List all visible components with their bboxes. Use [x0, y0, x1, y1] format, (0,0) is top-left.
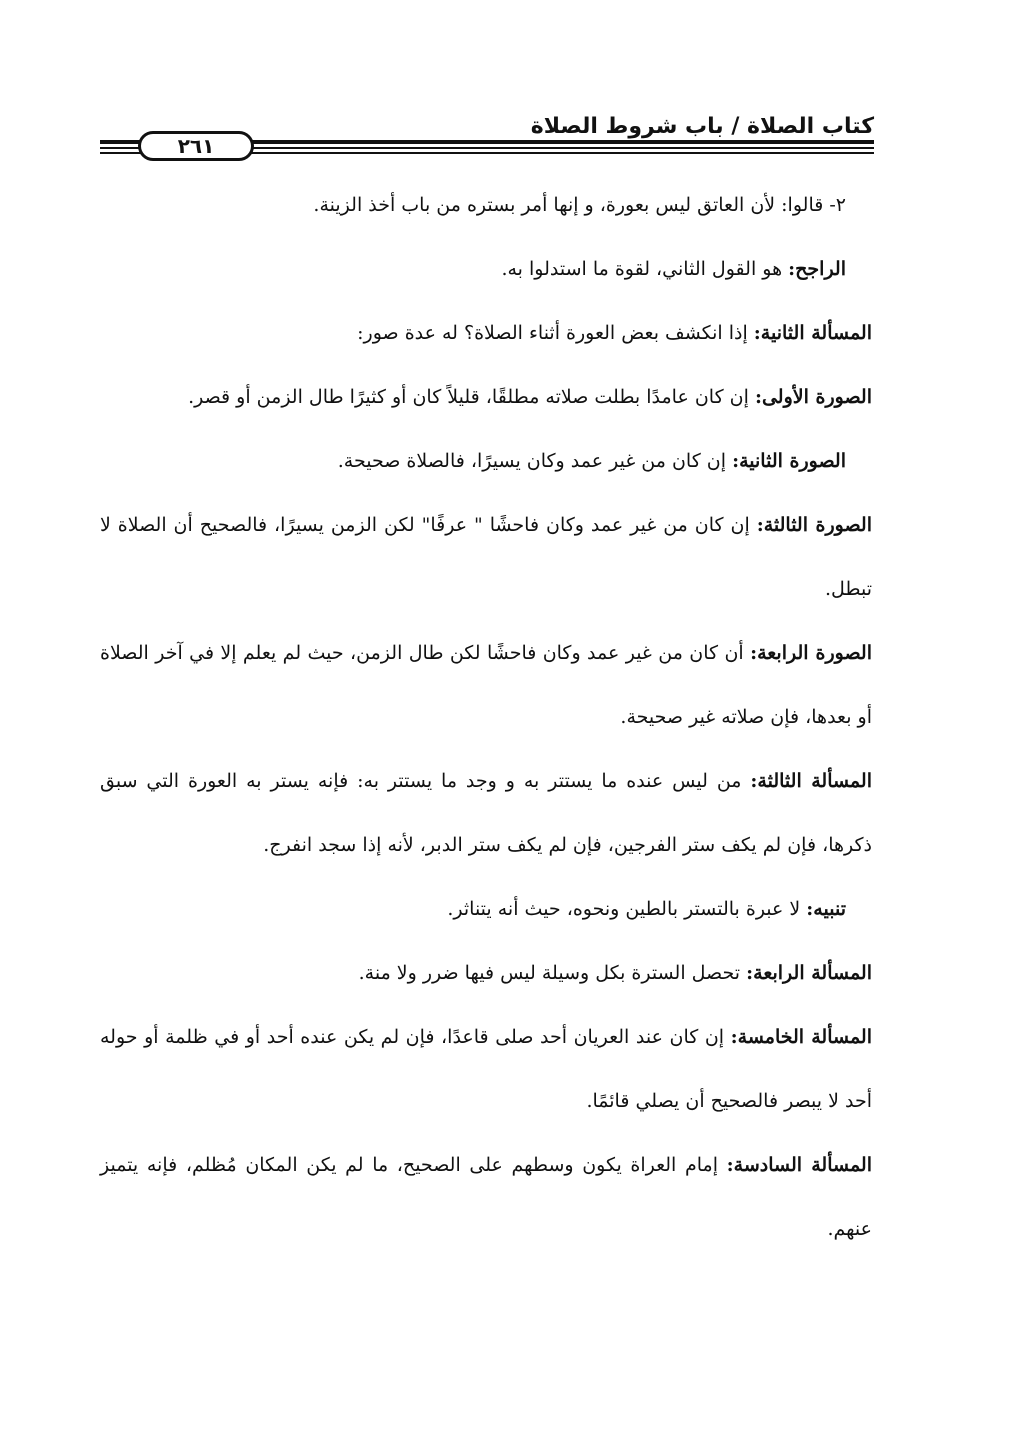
paragraph-text: إذا انكشف بعض العورة أثناء الصلاة؟ له عدة صور:	[357, 322, 754, 344]
paragraph-text: لا عبرة بالتستر بالطين ونحوه، حيث أنه يتناثر.	[447, 898, 807, 920]
paragraph-text: إن كان من غير عمد وكان فاحشًا " عرفًا" لكن الزمن يسيرًا، فالصحيح أن الصلاة لا تبطل.	[100, 514, 872, 600]
paragraph-text: من ليس عنده ما يستتر به و وجد ما يستتر به: فإنه يستر به العورة التي سبق ذكرها، فإن لم يكف ستر الفرجين، فإن لم يكف ستر الدبر، لأنه إذا سجد انفرج.	[100, 770, 872, 856]
paragraph	[100, 941, 872, 1005]
paragraph-text: أن كان من غير عمد وكان فاحشًا لكن طال الزمن، حيث لم يعلم إلا في آخر الصلاة أو بعدها، فإن صلاته غير صحيحة.	[100, 642, 872, 728]
paragraph	[100, 877, 872, 941]
paragraph	[100, 493, 872, 621]
paragraph-term: الصورة الأولى:	[754, 386, 872, 408]
paragraph-term: المسألة السادسة:	[726, 1154, 872, 1176]
paragraph	[100, 173, 872, 237]
paragraph	[100, 237, 872, 301]
paragraph-term: الصورة الثالثة:	[756, 514, 873, 536]
paragraph-term: الراجح:	[788, 258, 846, 280]
paragraph-term: الصورة الثانية:	[732, 450, 846, 472]
paragraph-text: إمام العراة يكون وسطهم على الصحيح، ما لم يكن المكان مُظلم، فإنه يتميز عنهم.	[100, 1154, 872, 1240]
paragraph-text: إن كان من غير عمد وكان يسيرًا، فالصلاة صحيحة.	[337, 450, 733, 472]
paragraph	[100, 429, 872, 493]
paragraph-text: تحصل السترة بكل وسيلة ليس فيها ضرر ولا منة.	[358, 962, 747, 984]
page-header	[100, 96, 874, 166]
paragraph-text: إن كان عامدًا بطلت صلاته مطلقًا، قليلاً كان أو كثيرًا طال الزمن أو قصر.	[188, 386, 755, 408]
paragraph-text: هو القول الثاني، لقوة ما استدلوا به.	[501, 258, 789, 280]
paragraph	[100, 1005, 872, 1133]
paragraph	[100, 365, 872, 429]
paragraph-term: المسألة الرابعة:	[746, 962, 872, 984]
paragraph	[100, 621, 872, 749]
paragraph-term: المسألة الثالثة:	[750, 770, 872, 792]
paragraph-term: الصورة الرابعة:	[750, 642, 872, 664]
paragraph-term: المسألة الثانية:	[753, 322, 872, 344]
paragraph-term: تنبيه:	[806, 898, 846, 920]
paragraph	[100, 301, 872, 365]
paragraph-text: إن كان عند العريان أحد صلى قاعدًا، فإن لم يكن عنده أحد أو في ظلمة أو حوله أحد لا يبصر فالصحيح أن يصلي قائمًا.	[100, 1026, 872, 1112]
paragraph-term: المسألة الخامسة:	[730, 1026, 872, 1048]
running-header-title: كتاب الصلاة / باب شروط الصلاة	[530, 114, 874, 139]
paragraph	[100, 1133, 872, 1261]
page-number: ٢٦١	[138, 131, 254, 161]
page-body	[100, 173, 872, 1261]
paragraph-text: ٢- قالوا: لأن العاتق ليس بعورة، و إنها أمر بستره من باب أخذ الزينة.	[313, 194, 846, 216]
paragraph	[100, 749, 872, 877]
